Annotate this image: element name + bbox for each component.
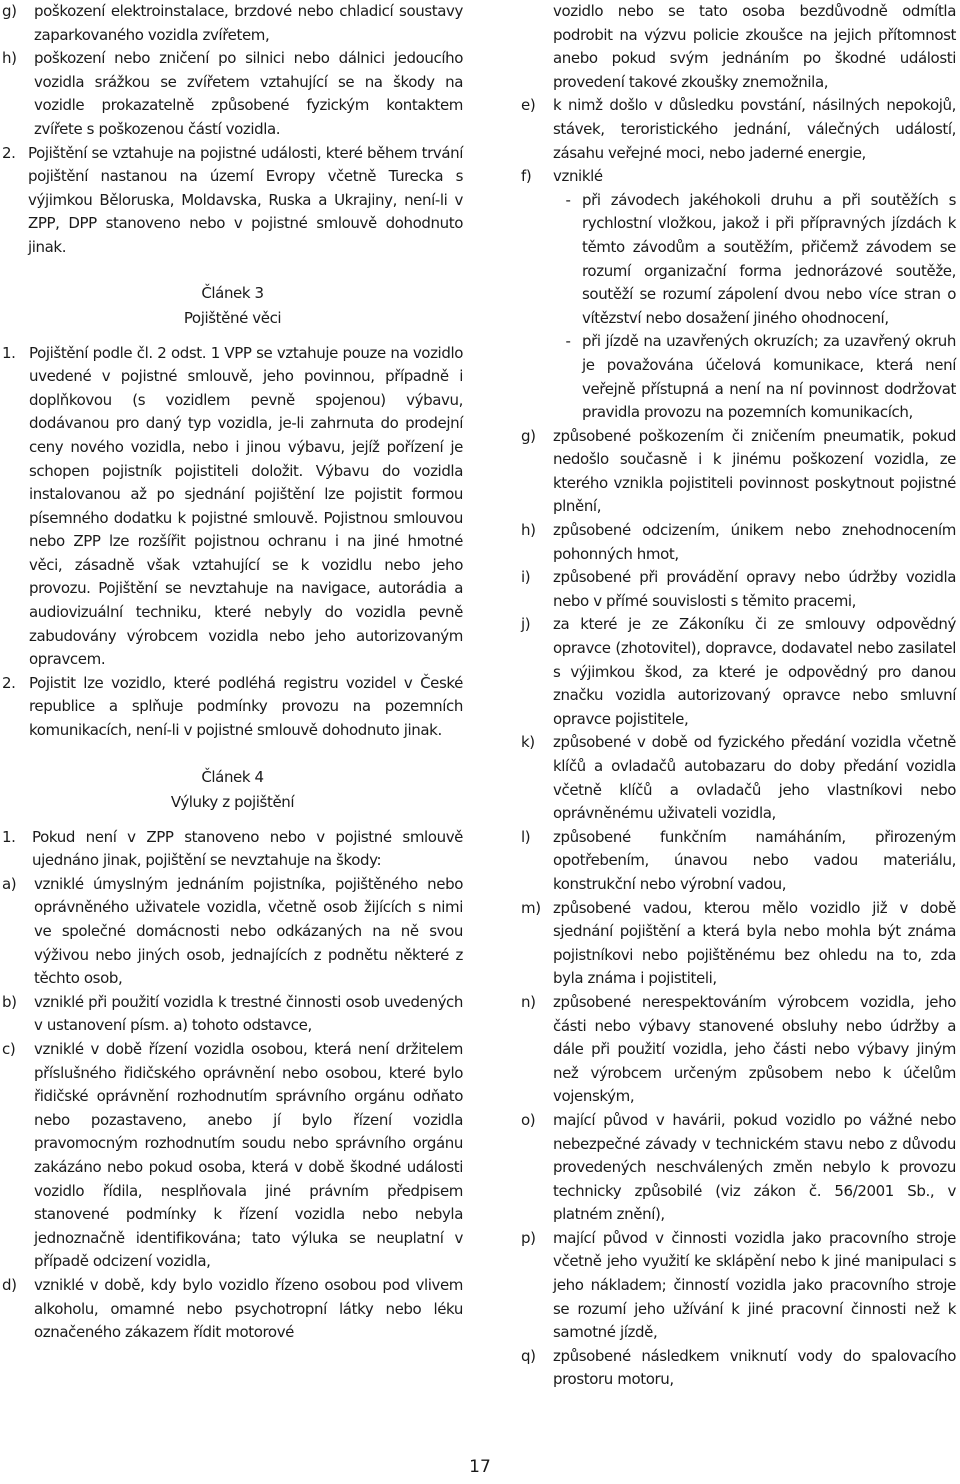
item-label: l) xyxy=(521,827,531,846)
item-text: vzniklé v době řízení vozidla osobou, která není držitelem příslušného řidičského oprávnění nebo osobou, které bylo řidičské oprávnění rozhodnutím správního orgánu odňato nebo pozastaveno, anebo jí bylo řízení vozidla pravomocným rozhodnutím soudu nebo správního orgánu zakázáno nebo pokud osoba, která v době škodné události vozidlo řídila, nesplňovala jiné právním předpisem stanovené podmínky k řízení vozidla nebo nebyla jednoznačně identifikována; tato výluka se neuplatní v případě odcizení vozidla, xyxy=(34,1039,463,1271)
paragraph-number: 1. xyxy=(2,343,16,362)
list-item xyxy=(521,826,956,897)
list-item xyxy=(521,566,956,613)
item-label: j) xyxy=(521,615,531,634)
item-label: k) xyxy=(521,733,535,752)
list-item xyxy=(521,519,956,566)
list-item xyxy=(2,1038,463,1274)
item-text: způsobené funkčním namáháním, přirozeným opotřebením, únavou nebo vadou materiálu, konstrukční nebo výrobní vadou, xyxy=(553,827,956,893)
item-text: způsobené poškozením či zničením pneumatik, pokud nedošlo současně i k jinému poškození vozidla, ze kterého vznikla pojistiteli povinnost poskytnout pojistné plnění, xyxy=(553,426,956,516)
item-text: při závodech jakéhokoli druhu a při soutěžích s rychlostní vložkou, jakož i při přípravných jízdách k těmto závodům a soutěžím, přičemž závodem se rozumí organizační forma jednorázové soutěže, soutěží se rozumí zápolení dvou nebo více stran o vítězství nebo dosažení jiného ohodnocení, xyxy=(582,190,956,327)
item-text: při jízdě na uzavřených okruzích; za uzavřený okruh je považována účelová komunikace, která není veřejně přístupná a není na ní povinnost dodržovat pravidla provozu na pozemních komunikacích, xyxy=(582,332,956,422)
item-text: vzniklé úmyslným jednáním pojistníka, pojištěného nebo oprávněného uživatele vozidla, včetně osob žijících s nimi ve společné domácnosti nebo odkázaných na ně svou výživou nebo jiných osob, jednajících z podnětu některé z těchto osob, xyxy=(34,874,463,988)
article-title: Výluky z pojištění xyxy=(170,792,295,811)
item-text: k nimž došlo v důsledku povstání, násilných nepokojů, stávek, teroristického jednání, válečných událostí, zásahu veřejné moci, nebo jaderné energie, xyxy=(553,96,956,162)
article-title: Pojištěné věci xyxy=(183,308,282,327)
paragraph-text: Pojistit lze vozidlo, které podléhá registru vozidel v České republice a splňuje podmínky provozu na pozemních komunikacích, není-li v pojistné smlouvě dohodnuto jinak. xyxy=(29,673,463,740)
item-label: n) xyxy=(521,992,536,1011)
list-item xyxy=(2,873,463,991)
article-number: Článek 3 xyxy=(201,283,264,302)
item-label: a) xyxy=(2,874,17,893)
list-item xyxy=(521,1109,956,1227)
article-3-heading xyxy=(2,281,463,331)
item-text: poškození elektroinstalace, brzdové nebo chladicí soustavy zaparkovaného vozidla zvířetem, xyxy=(34,2,463,44)
item-label: c) xyxy=(2,1039,16,1058)
item-text: vzniklé při použití vozidla k trestné činnosti osob uvedených v ustanovení písm. a) tohoto odstavce, xyxy=(34,992,463,1035)
item-text: způsobené nerespektováním výrobcem vozidla, jeho části nebo výbavy stanovené obsluhy nebo údržby a dále při použití vozidla, jeho části nebo výbavy jiným než výrobcem určeným způsobem nebo k účelům vojenským, xyxy=(553,992,956,1106)
item-text: za které je ze Zákoníku či ze smlouvy odpovědný opravce (zhotovitel), dopravce, dodavatel nebo zasilatel s výjimkou škod, za které je odpovědný pro danou značku vozidla autorizovaný opravce nebo smluvní opravce pojistitele, xyxy=(553,615,956,728)
item-label: i) xyxy=(521,568,531,587)
list-item xyxy=(521,613,956,731)
list-item xyxy=(521,1345,956,1392)
item-label: q) xyxy=(521,1346,536,1365)
right-column xyxy=(521,0,956,1392)
list-item xyxy=(2,0,463,47)
item-text: vozidlo nebo se tato osoba bezdůvodně odmítla podrobit na výzvu policie zkoušce na jejich přítomnost anebo pokud svým jednáním po škodné události provedení takové zkoušky znemožnila, xyxy=(553,2,956,91)
paragraph-text: Pojištění se vztahuje na pojistné události, které během trvání pojištění nastanou na území Evropy včetně Turecka s výjimkou Běloruska, Moldavska, Ruska a Ukrajiny, není-li v ZPP, DPP stanoveno nebo v pojistné smlouvě dohodnuto jinak. xyxy=(28,143,463,256)
item-text: způsobené v době od fyzického předání vozidla včetně klíčů a ovladačů autobazaru do doby předání vozidla včetně klíčů a ovladačů jeho vlastníkovi nebo oprávněnému uživateli vozidla, xyxy=(553,733,956,823)
item-label: m) xyxy=(521,898,541,917)
paragraph-number: 2. xyxy=(2,143,16,162)
list-item xyxy=(2,1274,463,1345)
item-text: způsobené vadou, kterou mělo vozidlo již v době sjednání pojištění a která byla nebo mohla být známa pojistníkovi nebo pojištěnému bez ohledu na to, zda byla známa i pojistiteli, xyxy=(553,898,956,988)
item-text: vzniklé v době, kdy bylo vozidlo řízeno osobou pod vlivem alkoholu, omamné nebo psychotropní látky nebo léku označeného zákazem řídit motorové xyxy=(34,1275,463,1342)
item-label: h) xyxy=(521,521,536,540)
page-number: 17 xyxy=(469,1457,491,1477)
paragraph xyxy=(2,142,463,260)
item-text: poškození nebo zničení po silnici nebo dálnici jedoucího vozidla srážkou se zvířetem vztahující se na škody na vozidle prokazatelně způsobené fyzickým kontaktem zvířete s poškozenou částí vozidla. xyxy=(34,49,463,138)
item-text: způsobené odcizením, únikem nebo znehodnocením pohonných hmot, xyxy=(553,521,956,563)
sub-list-item xyxy=(554,330,956,424)
list-item xyxy=(521,165,956,189)
left-column xyxy=(2,0,463,1345)
paragraph xyxy=(2,672,463,743)
dash-bullet: - xyxy=(565,332,571,351)
paragraph-number: 2. xyxy=(2,673,16,692)
list-item xyxy=(521,94,956,165)
item-label: e) xyxy=(521,96,536,115)
list-item xyxy=(521,991,956,1109)
item-label: g) xyxy=(521,426,536,445)
list-item xyxy=(521,897,956,991)
sub-list-item xyxy=(554,189,956,331)
item-label: h) xyxy=(2,49,17,68)
item-text: mající původ v havárii, pokud vozidlo po vážné nebo nebezpečné závady v technickém stavu nebo z důvodu provedených neschválených změn nebylo k provozu technicky způsobilé (viz zákon č. 56/2001 Sb., v platném znění), xyxy=(553,1110,956,1224)
article-number: Článek 4 xyxy=(201,767,264,786)
item-label: g) xyxy=(2,2,17,20)
list-item-continuation xyxy=(521,0,956,94)
item-text: způsobené následkem vniknutí vody do spalovacího prostoru motoru, xyxy=(553,1346,956,1389)
paragraph-number: 1. xyxy=(2,827,16,846)
item-text: způsobené při provádění opravy nebo údržby vozidla nebo v přímé souvislosti s těmito pracemi, xyxy=(553,568,956,610)
list-item xyxy=(521,1227,956,1345)
paragraph xyxy=(2,342,463,672)
list-item xyxy=(521,731,956,825)
article-4-heading xyxy=(2,765,463,815)
item-text: vzniklé xyxy=(553,167,603,186)
list-item xyxy=(521,425,956,519)
paragraph-text: Pojištění podle čl. 2 odst. 1 VPP se vztahuje pouze na vozidlo uvedené v pojistné smlouvě, jeho povinnou, případně i doplňkovou (s vozidlem pevně spojenou) výbavu, dodávanou pro daný typ vozidla, je-li zahrnuta do prodejní ceny nového vozidla, nebo i jinou výbavu, jejíž pořízení je schopen pojistník pojistiteli doložit. Výbavu do vozidla instalovanou až po sjednání pojištění lze pojistit formou písemného dodatku k pojistné smlouvě. Pojistnou smlouvou nebo ZPP lze rozšířit pojistnou ochranu i na jiné hmotné věci, zásadně však vztahující se k vozidlu nebo jeho provozu. Pojištění se nevztahuje na navigace, autorádia a audiovizuální techniku, které nebyly do vozidla pevně zabudovány výrobcem vozidla nebo jeho autorizovaným opravcem. xyxy=(29,343,463,669)
paragraph-text: Pokud není v ZPP stanoveno nebo v pojistné smlouvě ujednáno jinak, pojištění se nevztahuje na škody: xyxy=(32,827,463,870)
list-item xyxy=(2,991,463,1038)
dash-bullet: - xyxy=(565,190,571,209)
list-item xyxy=(2,47,463,141)
paragraph xyxy=(2,826,463,873)
item-label: b) xyxy=(2,992,17,1011)
item-label: p) xyxy=(521,1228,536,1247)
item-text: mající původ v činnosti vozidla jako pracovního stroje včetně jeho využití ke sklápění nebo k jiné manipulaci s jeho nákladem; činností vozidla jako pracovního stroje se rozumí jeho užívání k jiné pracovní činnosti než k samotné jízdě, xyxy=(553,1228,956,1342)
item-label: o) xyxy=(521,1110,536,1129)
item-label: f) xyxy=(521,167,532,186)
item-label: d) xyxy=(2,1275,17,1294)
